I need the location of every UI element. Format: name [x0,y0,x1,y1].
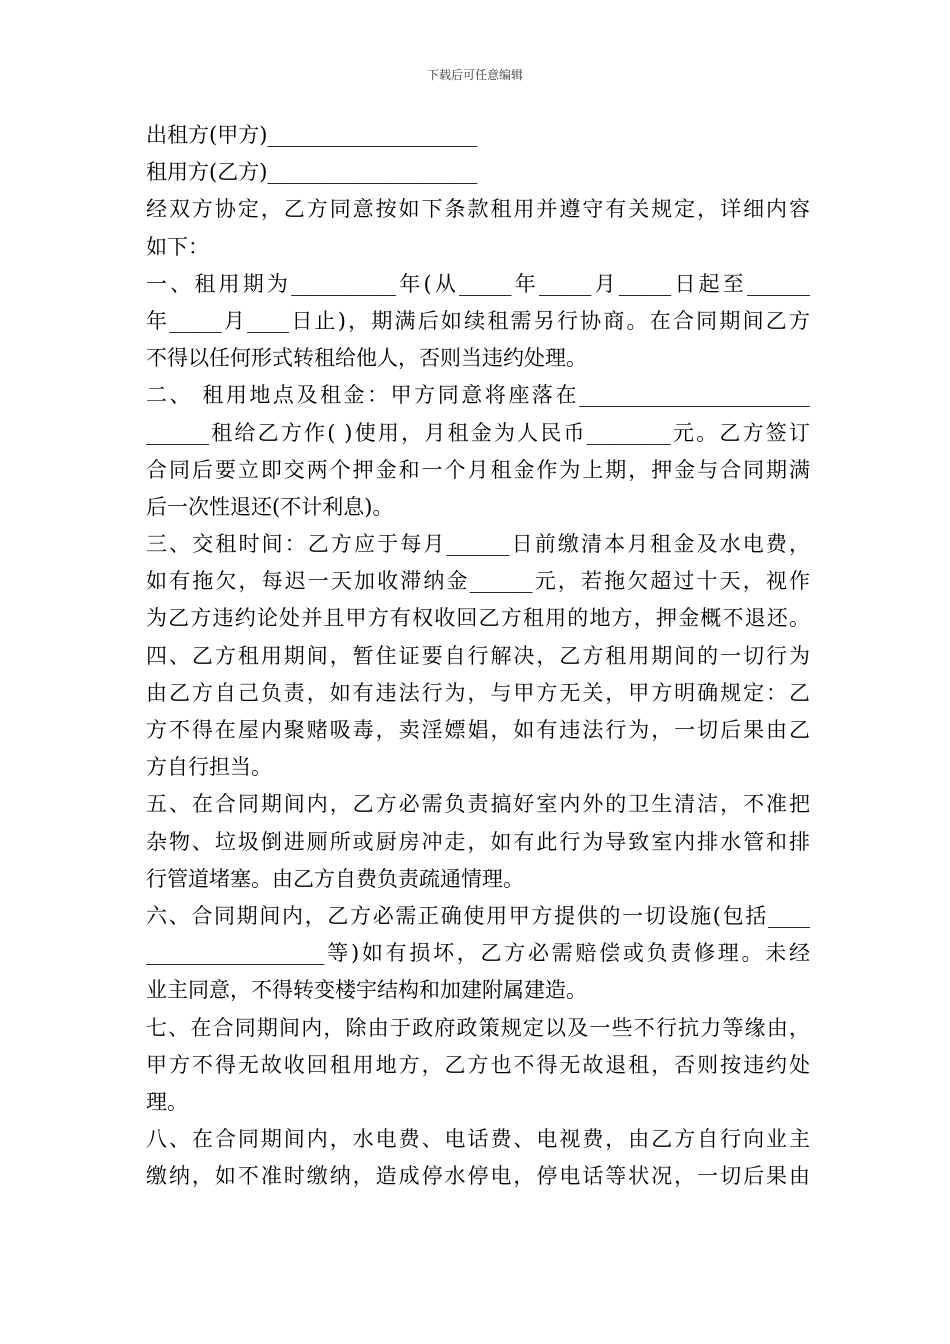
clause-3-line-2: 如有拖欠，每迟一天加收滞纳金______元，若拖欠超过十天，视作 [146,569,810,594]
clause-7-line-2: 甲方不得无故收回租用地方，乙方也不得无故退租，否则按违约处 [146,1052,810,1077]
clause-8-line-1: 八、在合同期间内，水电费、电话费、电视费，由乙方自行向业主 [146,1127,810,1152]
clause-4-line-4: 方自行担当。 [146,755,272,780]
lessee-line: 租用方(乙方)____________________ [146,160,478,185]
clause-5-line-3: 行管道堵塞。由乙方自费负责疏通情理。 [146,866,524,891]
clause-2-line-4: 后一次性退还(不计利息)。 [146,494,394,519]
clause-1-line-2: 年_____月____日止)，期满后如续租需另行协商。在合同期间乙方 [146,308,810,333]
clause-5-line-1: 五、在合同期间内，乙方必需负责搞好室内外的卫生清洁，不准把 [146,792,810,817]
clause-3-line-3: 为乙方违约论处并且甲方有权收回乙方租用的地方，押金概不退还。 [146,606,810,631]
intro-line-1: 经双方协定，乙方同意按如下条款租用并遵守有关规定，详细内容 [146,197,810,222]
clause-6-line-2: _________________等)如有损坏，乙方必需赔偿或负责修理。未经 [146,941,810,966]
clause-6-line-1: 六、合同期间内，乙方必需正确使用甲方提供的一切设施(包括____ [146,903,810,928]
clause-1-line-3: 不得以任何形式转租给他人，否则当违约处理。 [146,346,587,371]
clause-6-line-3: 业主同意，不得转变楼宇结构和加建附属建造。 [146,978,587,1003]
intro-line-2: 如下： [146,234,209,259]
clause-2-line-1: 二、 租用地点及租金：甲方同意将座落在______________________ [146,383,810,408]
clause-7-line-1: 七、在合同期间内，除由于政府政策规定以及一些不行抗力等缘由， [146,1015,810,1040]
lessor-line: 出租方(甲方)____________________ [146,123,478,147]
clause-4-line-1: 四、乙方租用期间，暂住证要自行解决，乙方租用期间的一切行为 [146,643,810,668]
clause-2-line-2: ______租给乙方作( )使用，月租金为人民币________元。乙方签订 [146,420,810,445]
clause-7-line-3: 理。 [146,1089,188,1114]
contract-body [146,117,810,1195]
clause-4-line-2: 由乙方自己负责，如有违法行为，与甲方无关，甲方明确规定：乙 [146,680,810,705]
clause-3-line-1: 三、交租时间：乙方应于每月______日前缴清本月租金及水电费， [146,532,810,557]
clause-8-line-2: 缴纳，如不准时缴纳，造成停水停电，停电话等状况，一切后果由 [146,1164,810,1189]
clause-5-line-2: 杂物、垃圾倒进厕所或厨房冲走，如有此行为导致室内排水管和排 [146,829,810,854]
page-header-note: 下载后可任意编辑 [426,68,523,82]
clause-2-line-3: 合同后要立即交两个押金和一个月租金作为上期，押金与合同期满 [146,457,810,482]
clause-4-line-3: 方不得在屋内聚赌吸毒，卖淫嫖娼，如有违法行为，一切后果由乙 [146,718,810,742]
clause-1-line-1: 一、租用期为__________年(从_____年_____月_____日起至______ [146,271,810,296]
